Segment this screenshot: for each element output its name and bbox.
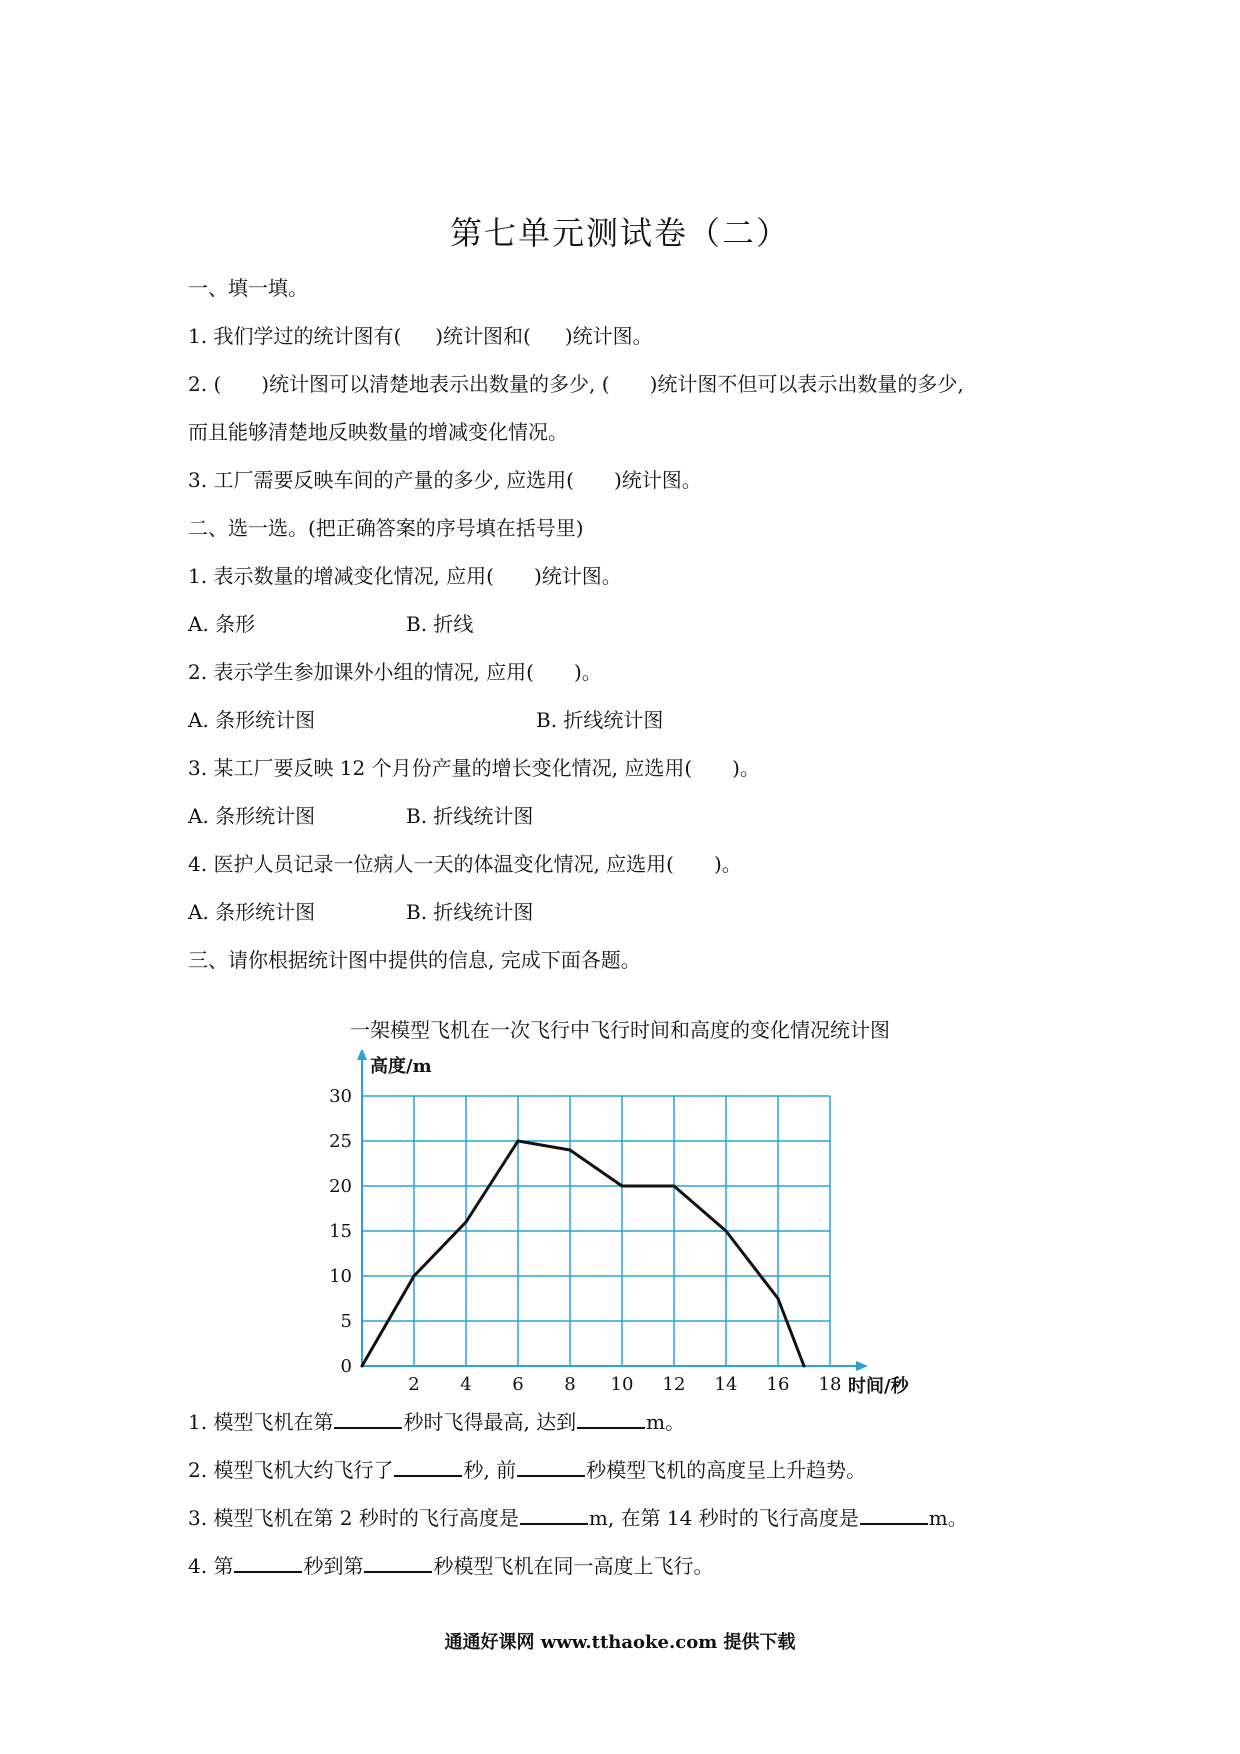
answer-blank [364,1553,432,1573]
option-b: B. 折线 [406,612,474,636]
section2-heading: 二、选一选。(把正确答案的序号填在括号里) [188,516,584,540]
x-tick-label: 6 [512,1374,524,1395]
page-title: 第七单元测试卷（二） [449,214,790,252]
x-tick-label: 18 [818,1374,842,1395]
answer-blank [860,1505,928,1525]
chart-title: 一架模型飞机在一次飞行中飞行时间和高度的变化情况统计图 [350,1018,890,1042]
data-point [517,1140,520,1143]
y-tick-label: 30 [329,1086,352,1107]
data-point [803,1365,806,1368]
y-tick-label: 10 [329,1266,352,1287]
data-point [673,1185,676,1188]
s1-question-3: 3. 工厂需要反映车间的产量的多少, 应选用( )统计图。 [188,468,702,492]
data-point [413,1275,416,1278]
data-point [777,1297,780,1300]
s1-question-2-cont: 而且能够清楚地反映数量的增减变化情况。 [188,420,568,444]
answer-blank [234,1553,302,1573]
option-a: A. 条形 [188,612,256,636]
y-tick-label: 25 [329,1131,352,1152]
x-tick-label: 2 [408,1374,420,1395]
option-a: A. 条形统计图 [188,900,316,924]
s2-q2-options [188,704,663,733]
option-a: A. 条形统计图 [188,804,316,828]
data-point [725,1230,728,1233]
option-b: B. 折线统计图 [406,804,534,828]
y-tick-label: 0 [340,1356,352,1377]
s3-question-1: 1. 模型飞机在第 秒时飞得最高, 达到 m。 [188,1410,686,1434]
section3-heading: 三、请你根据统计图中提供的信息, 完成下面各题。 [188,948,641,972]
x-axis-label: 时间/秒 [848,1376,909,1397]
line-chart [310,1050,930,1400]
y-tick-label: 15 [329,1221,352,1242]
answer-blank [517,1457,585,1477]
y-axis-label: 高度/m [370,1056,432,1077]
y-axis-arrow [357,1050,367,1060]
x-tick-label: 16 [766,1374,790,1395]
s2-question-3: 3. 某工厂要反映 12 个月份产量的增长变化情况, 应选用( )。 [188,756,760,780]
s3-question-3: 3. 模型飞机在第 2 秒时的飞行高度是 m, 在第 14 秒时的飞行高度是 m。 [188,1506,968,1530]
s2-question-4: 4. 医护人员记录一位病人一天的体温变化情况, 应选用( )。 [188,852,742,876]
x-tick-label: 4 [460,1374,472,1395]
y-tick-label: 5 [340,1311,352,1332]
option-b: B. 折线统计图 [406,900,534,924]
data-point [569,1149,572,1152]
s2-q1-options [188,608,473,637]
s2-q4-options [188,896,533,925]
answer-blank [394,1457,462,1477]
x-axis-arrow [856,1361,868,1371]
option-b: B. 折线统计图 [536,708,664,732]
s3-question-2: 2. 模型飞机大约飞行了 秒, 前 秒模型飞机的高度呈上升趋势。 [188,1458,867,1482]
s1-question-1: 1. 我们学过的统计图有( )统计图和( )统计图。 [188,324,653,348]
footer-credit: 通通好课网 www.tthaoke.com 提供下载 [444,1632,796,1653]
answer-blank [520,1505,588,1525]
y-tick-label: 20 [329,1176,352,1197]
data-point [361,1365,364,1368]
x-tick-label: 10 [610,1374,634,1395]
x-tick-label: 12 [662,1374,686,1395]
x-tick-label: 14 [714,1374,738,1395]
data-line [362,1141,804,1366]
section1-heading: 一、填一填。 [188,276,308,300]
s1-question-2: 2. ( )统计图可以清楚地表示出数量的多少, ( )统计图不但可以表示出数量的多少, [188,372,964,396]
s2-question-2: 2. 表示学生参加课外小组的情况, 应用( )。 [188,660,602,684]
s3-question-4: 4. 第 秒到第 秒模型飞机在同一高度上飞行。 [188,1554,714,1578]
x-tick-label: 8 [564,1374,576,1395]
s2-question-1: 1. 表示数量的增减变化情况, 应用( )统计图。 [188,564,622,588]
answer-blank [334,1409,402,1429]
option-a: A. 条形统计图 [188,708,316,732]
answer-blank [577,1409,645,1429]
data-point [465,1221,468,1224]
data-point [621,1185,624,1188]
s2-q3-options [188,800,533,829]
